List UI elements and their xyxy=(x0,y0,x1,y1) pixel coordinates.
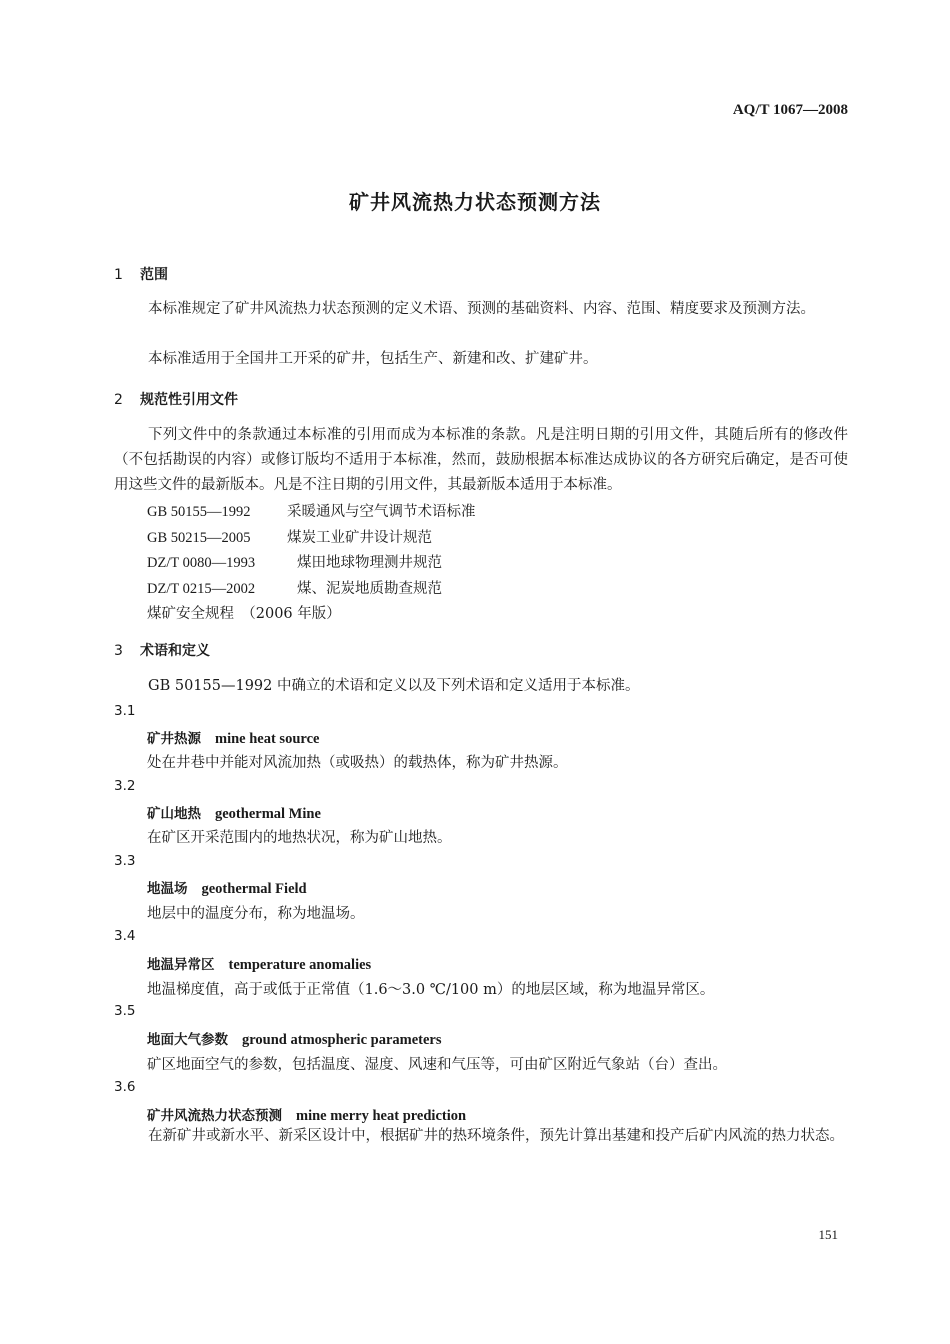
term-chinese: 地面大气参数 xyxy=(147,1032,228,1048)
reference-name: 煤炭工业矿井设计规范 xyxy=(287,530,432,546)
section-number: 2 xyxy=(114,392,123,408)
reference-code: GB 50155—1992 xyxy=(147,504,251,520)
section-title: 规范性引用文件 xyxy=(140,392,238,408)
section-1-paragraph-2: 本标准适用于全国井工开采的矿井，包括生产、新建和改、扩建矿井。 xyxy=(148,351,598,367)
term-english: mine heat source xyxy=(215,731,320,747)
clause-number: 3.1 xyxy=(114,703,136,719)
term-definition: 地温梯度值，高于或低于正常值（1.6～3.0 ℃/100 m）的地层区域，称为地温异常区。 xyxy=(147,982,715,998)
clause-number: 3.3 xyxy=(114,853,136,869)
term-chinese: 地温场 xyxy=(147,881,188,897)
reference-name: 煤田地球物理测井规范 xyxy=(297,555,442,571)
term-definition: 在新矿井或新水平、新采区设计中，根据矿井的热环境条件，预先计算出基建和投产后矿内风流的热力状态。 xyxy=(148,1128,844,1144)
section-2-heading xyxy=(114,389,238,409)
clause-number: 3.4 xyxy=(114,928,136,944)
term-definition: 在矿区开采范围内的地热状况，称为矿山地热。 xyxy=(147,830,452,846)
section-number: 1 xyxy=(114,267,123,283)
reference-code: DZ/T 0215—2002 xyxy=(147,581,256,597)
clause-number: 3.2 xyxy=(114,778,136,794)
reference-name: 采暖通风与空气调节术语标准 xyxy=(287,504,476,520)
reference-code: DZ/T 0080—1993 xyxy=(147,555,256,571)
section-3-intro: GB 50155—1992 中确立的术语和定义以及下列术语和定义适用于本标准。 xyxy=(148,678,640,694)
clause-number: 3.6 xyxy=(114,1079,136,1095)
term-heading xyxy=(147,802,321,823)
term-english: temperature anomalies xyxy=(228,957,372,973)
section-title: 范围 xyxy=(140,267,168,283)
term-english: geothermal Field xyxy=(201,881,307,897)
term-chinese: 矿井风流热力状态预测 xyxy=(147,1108,282,1124)
term-heading xyxy=(147,1028,442,1049)
normative-reference xyxy=(147,500,476,521)
standard-code: AQ/T 1067—2008 xyxy=(732,102,848,118)
term-chinese: 矿井热源 xyxy=(147,731,201,747)
normative-reference xyxy=(147,577,442,598)
clause-number: 3.5 xyxy=(114,1003,136,1019)
normative-reference xyxy=(147,551,442,572)
normative-reference-last: 煤矿安全规程 （2006 年版） xyxy=(147,606,341,622)
section-2-paragraph-1: 下列文件中的条款通过本标准的引用而成为本标准的条款。凡是注明日期的引用文件，其随后所有的修改件（不包括勘误的内容）或修订版均不适用于本标准，然而，鼓励根据本标准达成协议的各方研究后确定，是否可使用这些文件的最新版本。凡是不注日期的引用文件，其最新版本适用于本标准。 xyxy=(114,427,848,493)
section-3-heading xyxy=(114,640,210,660)
normative-reference xyxy=(147,526,432,547)
term-heading xyxy=(147,877,307,898)
term-definition: 矿区地面空气的参数，包括温度、湿度、风速和气压等，可由矿区附近气象站（台）查出。 xyxy=(147,1057,727,1073)
section-title: 术语和定义 xyxy=(140,643,210,659)
section-number: 3 xyxy=(114,643,123,659)
term-english: ground atmospheric parameters xyxy=(242,1032,442,1048)
term-chinese: 矿山地热 xyxy=(147,806,201,822)
section-1-heading xyxy=(114,264,168,284)
term-english: mine merry heat prediction xyxy=(296,1108,467,1124)
term-heading xyxy=(147,953,371,974)
reference-code: GB 50215—2005 xyxy=(147,530,251,546)
term-heading xyxy=(147,727,319,748)
term-chinese: 地温异常区 xyxy=(147,957,215,973)
term-heading xyxy=(147,1104,466,1125)
section-1-paragraph-1: 本标准规定了矿井风流热力状态预测的定义术语、预测的基础资料、内容、范围、精度要求及预测方法。 xyxy=(148,301,815,317)
term-definition: 地层中的温度分布，称为地温场。 xyxy=(147,906,365,922)
term-english: geothermal Mine xyxy=(215,806,321,822)
document-title: 矿井风流热力状态预测方法 xyxy=(349,190,601,214)
page-number: 151 xyxy=(818,1227,838,1242)
reference-name: 煤、泥炭地质勘查规范 xyxy=(297,581,442,597)
term-definition: 处在井巷中并能对风流加热（或吸热）的载热体，称为矿井热源。 xyxy=(147,755,568,771)
